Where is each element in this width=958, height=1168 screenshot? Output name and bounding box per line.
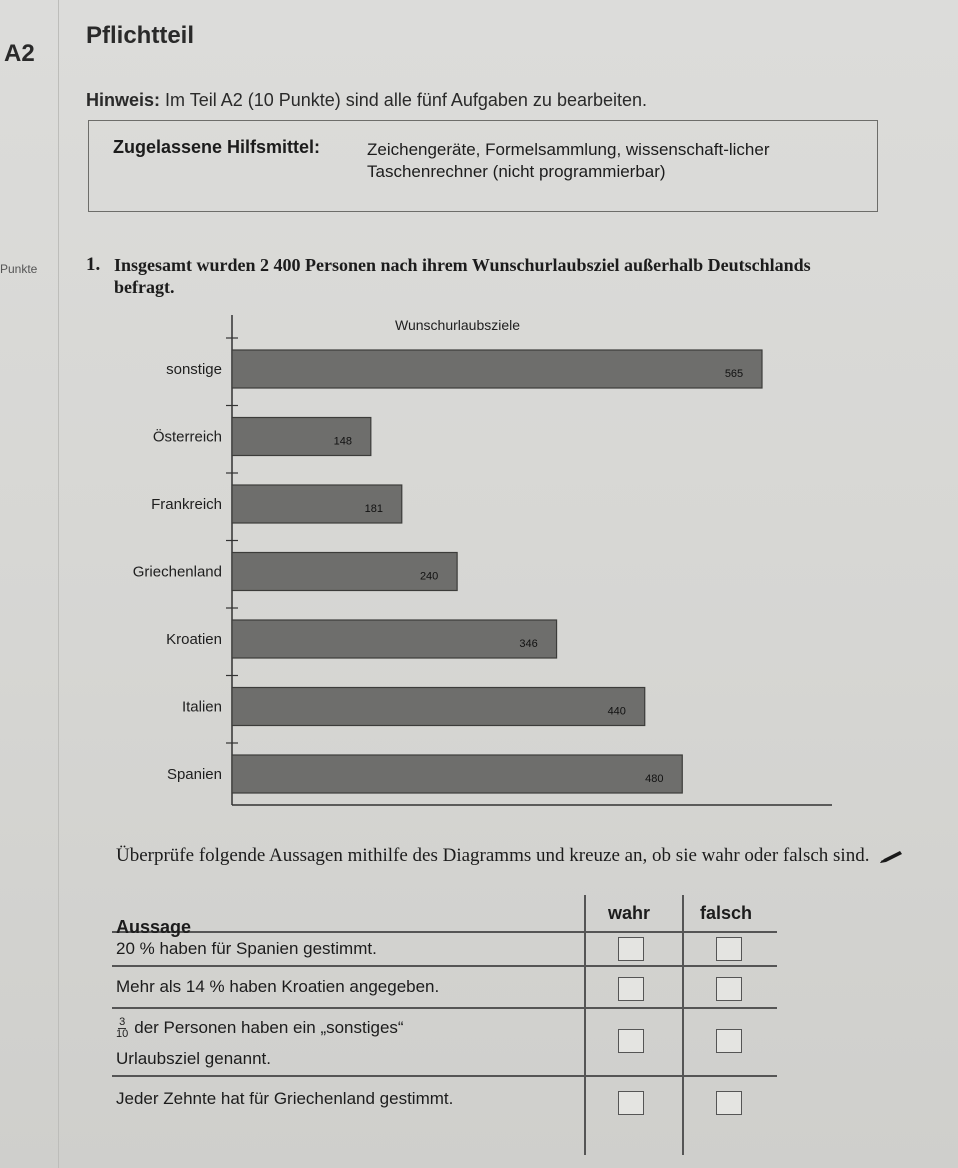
value-label: 440 — [607, 705, 626, 718]
hint — [86, 90, 647, 111]
category-label: Italien — [181, 698, 222, 716]
category-label: Österreich — [152, 428, 222, 446]
aids-text: Zeichengeräte, Formelsammlung, wissenschaft-licher Taschenrechner (nicht programmierbar) — [367, 140, 770, 181]
section-code: A2 — [4, 40, 35, 67]
instruction-text: Überprüfe folgende Aussagen mithilfe des Diagramms und kreuze an, ob sie wahr oder falsch sind. — [116, 845, 870, 866]
bar-chart — [0, 300, 958, 820]
checkbox-row4-true[interactable] — [618, 1091, 644, 1115]
value-label: 346 — [519, 638, 538, 650]
checkbox-row3-true[interactable] — [618, 1029, 644, 1053]
category-label: Griechenland — [132, 563, 222, 581]
checkbox-row2-false[interactable] — [716, 977, 742, 1001]
value-label: 480 — [645, 773, 664, 785]
checkbox-row1-true[interactable] — [618, 937, 644, 961]
value-label: 565 — [724, 368, 744, 380]
bar-6 — [232, 755, 682, 793]
section-title: Pflichtteil — [86, 22, 195, 49]
fraction: $\frac{3}{10}$ — [116, 1016, 129, 1040]
checkbox-row4-false[interactable] — [716, 1091, 742, 1115]
task-text: Insgesamt wurden 2 400 Personen nach ihrem Wunschurlaubsziel außerhalb Deutschlands befragt. — [114, 255, 811, 297]
points-margin-label: Punkte — [0, 262, 38, 276]
category-label: Spanien — [166, 766, 222, 783]
value-label: 240 — [419, 570, 439, 583]
header-true: wahr — [608, 903, 651, 923]
checkbox-row2-true[interactable] — [618, 977, 644, 1001]
statement-table — [112, 895, 777, 1155]
value-label: 148 — [333, 435, 353, 448]
aids-box — [88, 120, 878, 212]
pencil-icon — [878, 849, 904, 865]
statement-3: $\frac{3}{10}$ der Personen haben ein „sonstiges“ — [116, 1016, 404, 1040]
statement-3-line2: Urlaubsziel genannt. — [116, 1049, 271, 1068]
header-false: falsch — [700, 903, 753, 923]
task-number: 1. — [86, 254, 101, 275]
category-label: Frankreich — [151, 496, 222, 513]
bar-5 — [232, 688, 645, 726]
header-statement: Aussage — [116, 917, 192, 937]
statement-1: 20 % haben für Spanien gestimmt. — [116, 939, 377, 958]
bar-0 — [232, 350, 762, 388]
bar-4 — [232, 620, 557, 658]
aids-label: Zugelassene Hilfsmittel: — [113, 137, 321, 157]
category-label: Kroatien — [166, 631, 222, 648]
statement-4: Jeder Zehnte hat für Griechenland gestimmt. — [116, 1089, 454, 1108]
value-label: 181 — [364, 503, 383, 515]
instruction — [116, 838, 916, 874]
hint-text: Im Teil A2 (10 Punkte) sind alle fünf Aufgaben zu bearbeiten. — [165, 90, 648, 110]
checkbox-row3-false[interactable] — [716, 1029, 742, 1053]
statement-2: Mehr als 14 % haben Kroatien angegeben. — [116, 977, 440, 996]
chart-title: Wunschurlaubsziele — [395, 317, 521, 333]
category-label: sonstige — [166, 361, 222, 378]
checkbox-row1-false[interactable] — [716, 937, 742, 961]
hint-label: Hinweis: — [86, 90, 161, 110]
